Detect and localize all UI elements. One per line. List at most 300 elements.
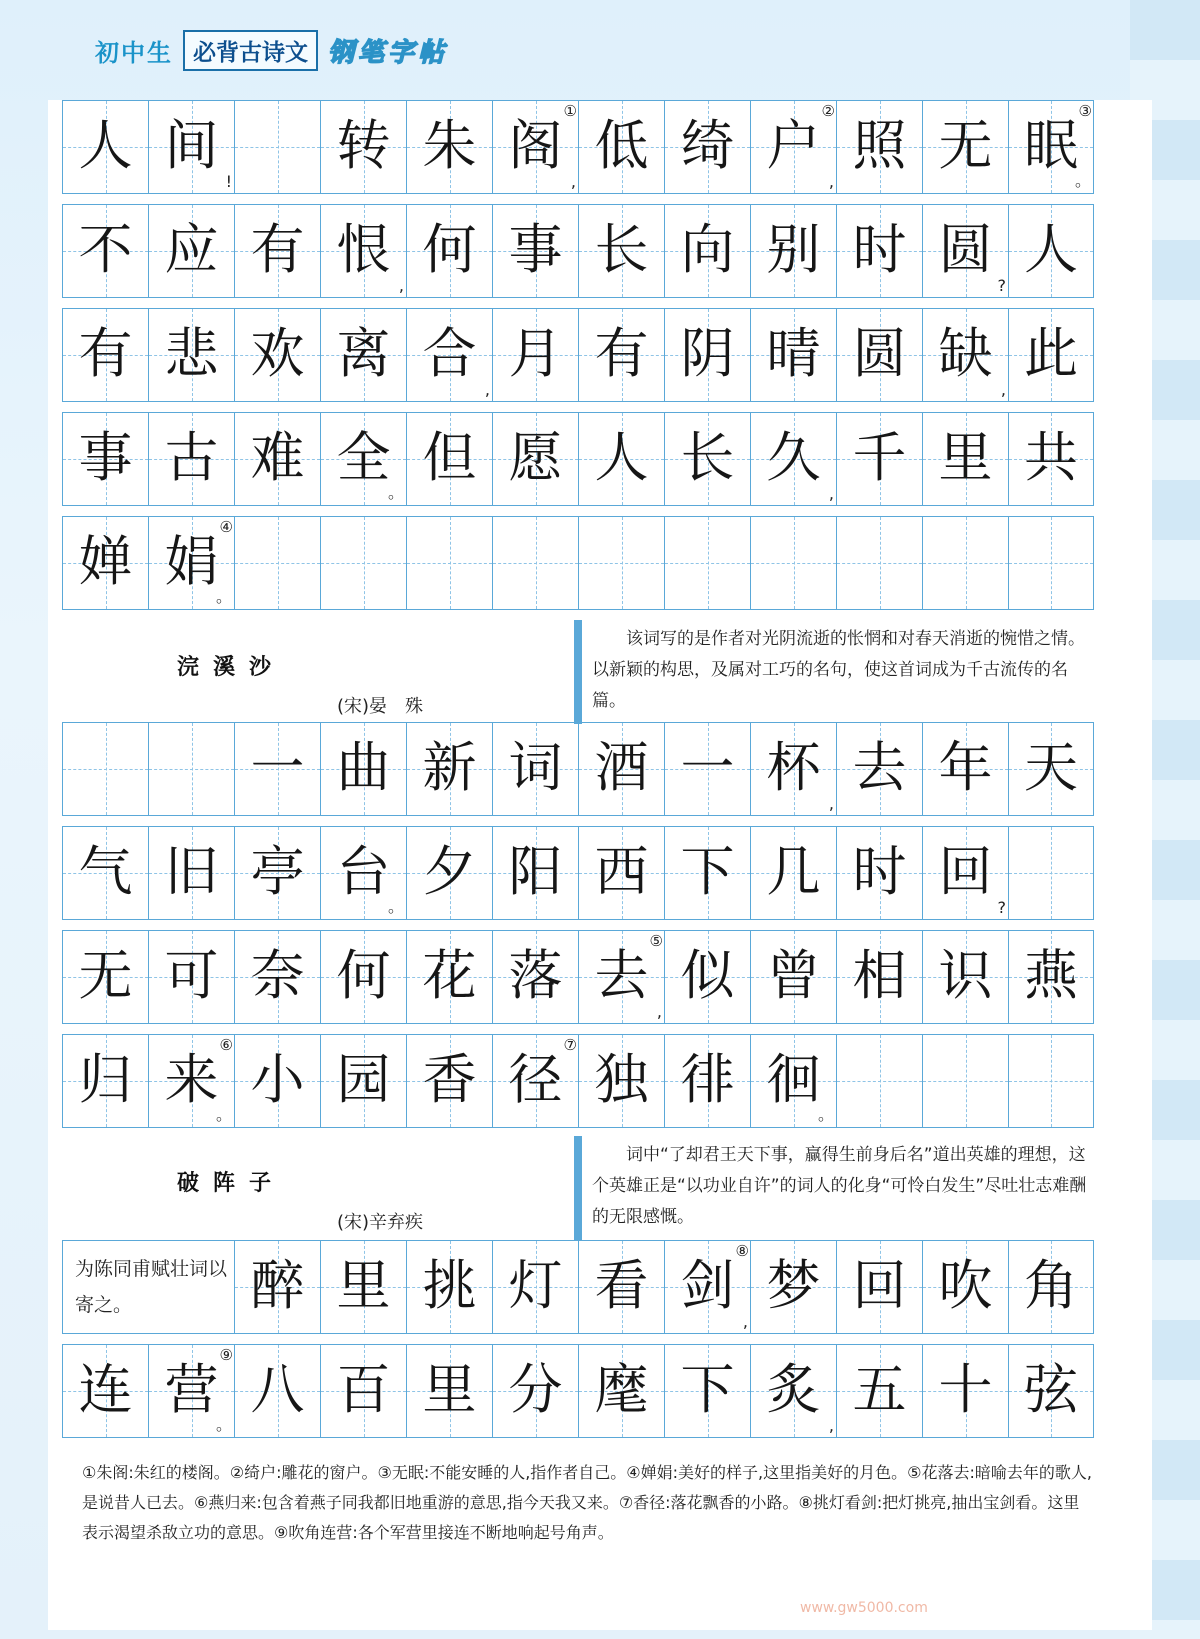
grid-cell <box>750 1345 836 1437</box>
grid-cell <box>836 101 922 193</box>
poem-title: 浣溪沙 <box>177 655 286 680</box>
character: 长 <box>680 426 735 489</box>
grid-cell <box>406 517 492 609</box>
grid-cell <box>664 931 750 1023</box>
grid-cell <box>492 517 578 609</box>
page-header <box>95 28 448 72</box>
character: 古 <box>164 426 219 489</box>
character: 去 <box>852 736 907 799</box>
grid-cell <box>62 723 148 815</box>
character: 阴 <box>680 322 735 385</box>
punctuation: 。 <box>387 897 404 916</box>
grid-cell <box>148 827 234 919</box>
grid-row <box>62 308 1094 402</box>
grid-cell <box>836 723 922 815</box>
punctuation: , <box>656 1002 662 1021</box>
watermark: www.gw5000.com <box>800 1600 928 1616</box>
grid-cell <box>750 827 836 919</box>
character: 事 <box>508 218 563 281</box>
character: 夕 <box>422 840 477 903</box>
character: 一 <box>250 736 305 799</box>
grid-cell <box>62 931 148 1023</box>
grid-cell <box>1008 827 1094 919</box>
character: 转 <box>336 114 391 177</box>
grid-cell <box>406 101 492 193</box>
character: 径 <box>508 1048 563 1111</box>
character: 有 <box>78 322 133 385</box>
character: 阁 <box>508 114 563 177</box>
character: 愿 <box>508 426 563 489</box>
grid-cell <box>750 101 836 193</box>
grid-cell <box>320 827 406 919</box>
character: 阳 <box>508 840 563 903</box>
grid-cell <box>320 931 406 1023</box>
character: 看 <box>594 1254 649 1317</box>
info-divider-bar <box>574 1136 582 1240</box>
grid-cell <box>578 1345 664 1437</box>
grid-cell <box>406 827 492 919</box>
character: 欢 <box>250 322 305 385</box>
grid-cell <box>234 1035 320 1127</box>
grid-row <box>62 412 1094 506</box>
grid-cell <box>320 413 406 505</box>
character: 分 <box>508 1358 563 1421</box>
poem-subtitle: 为陈同甫赋壮词以寄之。 <box>75 1258 228 1316</box>
grid-cell <box>664 101 750 193</box>
character: 五 <box>852 1358 907 1421</box>
grid-cell <box>836 1035 922 1127</box>
grid-cell <box>492 101 578 193</box>
character: 一 <box>680 736 735 799</box>
grid-row <box>62 930 1094 1024</box>
punctuation: , <box>828 484 834 503</box>
character: 挑 <box>422 1254 477 1317</box>
character: 人 <box>594 426 649 489</box>
character: 剑 <box>680 1254 735 1317</box>
grid-cell <box>922 723 1008 815</box>
grid-cell <box>320 1241 406 1333</box>
grid-cell <box>836 205 922 297</box>
character: 可 <box>164 944 219 1007</box>
grid-row <box>62 1034 1094 1128</box>
character: 回 <box>938 840 993 903</box>
grid-cell <box>922 1035 1008 1127</box>
grid-cell <box>1008 205 1094 297</box>
character: 应 <box>164 218 219 281</box>
grid-cell <box>492 1345 578 1437</box>
grid-cell <box>492 723 578 815</box>
character: 人 <box>1024 218 1078 281</box>
punctuation: , <box>828 172 834 191</box>
grid-cell <box>836 931 922 1023</box>
grid-cell <box>148 931 234 1023</box>
grid-cell <box>320 205 406 297</box>
poem-info-pozhenzi <box>62 1136 1094 1240</box>
grid-cell <box>1008 1035 1094 1127</box>
grid-cell <box>320 723 406 815</box>
character: 但 <box>422 426 477 489</box>
grid-cell <box>578 101 664 193</box>
grid-cell <box>664 205 750 297</box>
character: 此 <box>1024 322 1078 385</box>
grid-cell <box>234 517 320 609</box>
grid-cell <box>836 1241 922 1333</box>
grid-cell <box>922 205 1008 297</box>
grid-cell <box>664 1035 750 1127</box>
footnotes: ①朱阁:朱红的楼阁。②绮户:雕花的窗户。③无眠:不能安睡的人,指作者自己。④婵娟:美好的样子,这里指美好的月色。⑤花落去:暗喻去年的歌人,是说昔人已去。⑥燕归来:包含着燕子同我都旧地重游的意思,指今天我又来。⑦香径:落花飘香的小路。⑧挑灯看剑:把灯挑亮,抽出宝剑看。这里表示渴望杀敌立功的意思。⑨吹角连营:各个军营里接连不断地响起号角声。 <box>82 1463 1092 1542</box>
footnote-marker: ⑨ <box>219 1346 233 1364</box>
grid-cell <box>234 205 320 297</box>
grid-cell <box>664 1345 750 1437</box>
character: 有 <box>594 322 649 385</box>
grid-cell <box>406 413 492 505</box>
grid-cell <box>492 413 578 505</box>
grid-cell <box>406 931 492 1023</box>
character: 悲 <box>164 322 219 385</box>
character: 事 <box>78 426 133 489</box>
grid-cell <box>578 1035 664 1127</box>
character: 吹 <box>938 1254 993 1317</box>
header-brand-title: 钢笔字帖 <box>328 37 449 68</box>
grid-row <box>62 1344 1094 1438</box>
character: 醉 <box>250 1254 305 1317</box>
character: 无 <box>938 114 993 177</box>
character: 麾 <box>594 1358 649 1421</box>
character: 千 <box>852 426 907 489</box>
character: 圆 <box>852 322 907 385</box>
punctuation: 。 <box>1074 171 1091 190</box>
character: 台 <box>336 840 391 903</box>
character: 无 <box>78 944 133 1007</box>
grid-cell <box>922 1241 1008 1333</box>
grid-cell <box>234 723 320 815</box>
grid-cell <box>750 931 836 1023</box>
grid-cell <box>406 309 492 401</box>
character: 照 <box>852 114 907 177</box>
character: 共 <box>1024 426 1078 489</box>
grid-cell <box>148 413 234 505</box>
grid-cell <box>492 827 578 919</box>
grid-cell <box>62 101 148 193</box>
character: 相 <box>852 944 907 1007</box>
character: 炙 <box>766 1358 821 1421</box>
grid-row <box>62 100 1094 194</box>
grid-cell <box>922 827 1008 919</box>
grid-cell <box>406 723 492 815</box>
punctuation: , <box>742 1312 748 1331</box>
character: 娟 <box>164 530 219 593</box>
grid-cell <box>148 1345 234 1437</box>
character: 八 <box>250 1358 305 1421</box>
grid-cell <box>1008 931 1094 1023</box>
character: 久 <box>766 426 821 489</box>
character: 全 <box>336 426 391 489</box>
grid-cell <box>148 517 234 609</box>
character: 圆 <box>938 218 993 281</box>
grid-cell <box>62 309 148 401</box>
grid-cell <box>148 101 234 193</box>
grid-cell <box>578 205 664 297</box>
grid-cell <box>922 931 1008 1023</box>
character: 合 <box>422 322 477 385</box>
grid-cell <box>750 517 836 609</box>
character: 恨 <box>336 218 391 281</box>
grid-cell <box>406 1345 492 1437</box>
grid-row <box>62 1240 1094 1334</box>
character: 里 <box>938 426 993 489</box>
grid-cell <box>148 205 234 297</box>
grid-cell <box>492 1241 578 1333</box>
grid-cell <box>578 309 664 401</box>
character: 曲 <box>336 736 391 799</box>
character: 小 <box>250 1048 305 1111</box>
grid-cell <box>234 1241 320 1333</box>
grid-cell <box>492 931 578 1023</box>
character: 去 <box>594 944 649 1007</box>
character: 十 <box>938 1358 993 1421</box>
grid-cell <box>234 931 320 1023</box>
character: 新 <box>422 736 477 799</box>
punctuation: 。 <box>817 1105 834 1124</box>
character: 有 <box>250 218 305 281</box>
punctuation: , <box>1000 380 1006 399</box>
grid-cell <box>1008 1345 1094 1437</box>
grid-cell <box>750 205 836 297</box>
grid-cell <box>836 1345 922 1437</box>
character: 别 <box>766 218 821 281</box>
character: 花 <box>422 944 477 1007</box>
character: 月 <box>508 322 563 385</box>
character: 缺 <box>938 322 993 385</box>
character: 绮 <box>680 114 735 177</box>
grid-cell <box>320 1035 406 1127</box>
character: 杯 <box>766 736 821 799</box>
character: 连 <box>78 1358 133 1421</box>
grid-cell <box>1008 101 1094 193</box>
character: 香 <box>422 1048 477 1111</box>
character: 落 <box>508 944 563 1007</box>
character: 长 <box>594 218 649 281</box>
grid-cell <box>234 309 320 401</box>
footnote-marker: ① <box>563 102 577 120</box>
grid-cell <box>406 1035 492 1127</box>
grid-cell <box>320 101 406 193</box>
grid-cell <box>750 1035 836 1127</box>
character: 间 <box>164 114 219 177</box>
grid-cell <box>578 1241 664 1333</box>
character: 何 <box>336 944 391 1007</box>
character: 燕 <box>1024 944 1078 1007</box>
grid-cell <box>578 931 664 1023</box>
punctuation: ? <box>997 898 1006 917</box>
grid-cell <box>406 1241 492 1333</box>
header-brand-grade: 初中生 <box>95 38 173 67</box>
character: 眠 <box>1024 114 1078 177</box>
grid-cell <box>836 517 922 609</box>
character: 来 <box>164 1048 219 1111</box>
punctuation: 。 <box>215 1105 232 1124</box>
grid-cell <box>1008 1241 1094 1333</box>
footnote-marker: ③ <box>1078 102 1092 120</box>
grid-cell <box>750 723 836 815</box>
character: 低 <box>594 114 649 177</box>
grid-cell <box>234 101 320 193</box>
grid-cell <box>578 517 664 609</box>
character: 奈 <box>250 944 305 1007</box>
character: 人 <box>78 114 133 177</box>
grid-cell <box>578 723 664 815</box>
character: 里 <box>336 1254 391 1317</box>
grid-row <box>62 826 1094 920</box>
footnote-marker: ② <box>821 102 835 120</box>
footnote-marker: ⑤ <box>649 932 663 950</box>
grid-cell <box>664 309 750 401</box>
character: 营 <box>164 1358 219 1421</box>
grid-cell <box>62 413 148 505</box>
poem-title: 破阵子 <box>177 1171 286 1196</box>
punctuation: , <box>828 794 834 813</box>
footnote-marker: ⑥ <box>219 1036 233 1054</box>
grid-row <box>62 204 1094 298</box>
punctuation: ! <box>225 172 232 191</box>
grid-cell <box>492 1035 578 1127</box>
character: 婵 <box>78 530 133 593</box>
grid-cell <box>148 309 234 401</box>
grid-cell <box>922 101 1008 193</box>
grid-cell <box>750 413 836 505</box>
punctuation: , <box>484 380 490 399</box>
grid-cell <box>492 205 578 297</box>
punctuation: 。 <box>387 483 404 502</box>
character: 独 <box>594 1048 649 1111</box>
grid-cell <box>922 413 1008 505</box>
punctuation: ? <box>997 276 1006 295</box>
grid-cell <box>148 1035 234 1127</box>
punctuation: 。 <box>215 1415 232 1434</box>
poem-intro: 该词写的是作者对光阴流逝的怅惘和对春天消逝的惋惜之情。以新颖的构思，及属对工巧的名句，使这首词成为千古流传的名篇。 <box>592 629 1085 711</box>
character: 园 <box>336 1048 391 1111</box>
grid-row <box>62 516 1094 610</box>
character: 酒 <box>594 736 649 799</box>
punctuation: , <box>570 172 576 191</box>
character: 晴 <box>766 322 821 385</box>
grid-cell <box>1008 723 1094 815</box>
character: 旧 <box>164 840 219 903</box>
character: 户 <box>766 114 821 177</box>
character: 回 <box>852 1254 907 1317</box>
character: 天 <box>1024 736 1078 799</box>
grid-cell <box>62 1035 148 1127</box>
character: 里 <box>422 1358 477 1421</box>
character: 徘 <box>680 1048 735 1111</box>
footnote-marker: ⑦ <box>563 1036 577 1054</box>
character: 不 <box>78 218 133 281</box>
character: 下 <box>680 840 735 903</box>
grid-cell <box>922 1345 1008 1437</box>
character: 识 <box>938 944 993 1007</box>
grid-cell <box>750 1241 836 1333</box>
grid-cell <box>62 1345 148 1437</box>
character: 几 <box>766 840 821 903</box>
footnote-marker: ⑧ <box>735 1242 749 1260</box>
character: 年 <box>938 736 993 799</box>
poem-intro: 词中“了却君王天下事，赢得生前身后名”道出英雄的理想，这个英雄正是“以功业自许”的词人的化身“可怜白发生”尽吐壮志难酬的无限感慨。 <box>592 1145 1087 1227</box>
grid-cell <box>664 827 750 919</box>
grid-cell <box>836 827 922 919</box>
character: 徊 <box>766 1048 821 1111</box>
character: 角 <box>1024 1254 1078 1317</box>
grid-cell <box>922 309 1008 401</box>
grid-cell <box>664 413 750 505</box>
info-divider-bar <box>574 620 582 724</box>
grid-cell <box>62 827 148 919</box>
grid-cell <box>320 309 406 401</box>
grid-cell <box>578 827 664 919</box>
character: 离 <box>336 322 391 385</box>
poem-subtitle-cell <box>62 1241 234 1333</box>
character: 曾 <box>766 944 821 1007</box>
grid-cell <box>234 827 320 919</box>
character: 朱 <box>422 114 477 177</box>
character: 难 <box>250 426 305 489</box>
character: 梦 <box>766 1254 821 1317</box>
grid-cell <box>234 1345 320 1437</box>
character: 时 <box>852 840 907 903</box>
character: 亭 <box>250 840 305 903</box>
grid-cell <box>664 723 750 815</box>
grid-cell <box>492 309 578 401</box>
character: 何 <box>422 218 477 281</box>
punctuation: , <box>398 276 404 295</box>
grid-cell <box>750 309 836 401</box>
poem-author: (宋)晏 殊 <box>337 696 424 717</box>
character: 时 <box>852 218 907 281</box>
poem-info-huanxisha <box>62 620 1094 724</box>
character: 向 <box>680 218 735 281</box>
character: 灯 <box>508 1254 563 1317</box>
grid-cell <box>62 205 148 297</box>
character: 归 <box>78 1048 133 1111</box>
grid-cell <box>406 205 492 297</box>
grid-cell <box>148 723 234 815</box>
punctuation: , <box>828 1416 834 1435</box>
punctuation: 。 <box>215 587 232 606</box>
character: 似 <box>680 944 735 1007</box>
poem-author: (宋)辛弃疾 <box>337 1212 424 1233</box>
character: 词 <box>508 736 563 799</box>
grid-cell <box>320 517 406 609</box>
grid-cell <box>1008 517 1094 609</box>
grid-row <box>62 722 1094 816</box>
character: 百 <box>336 1358 391 1421</box>
grid-cell <box>320 1345 406 1437</box>
grid-cell <box>234 413 320 505</box>
grid-cell <box>664 517 750 609</box>
grid-cell <box>62 517 148 609</box>
character: 弦 <box>1024 1358 1078 1421</box>
grid-cell <box>664 1241 750 1333</box>
grid-cell <box>836 309 922 401</box>
grid-cell <box>1008 413 1094 505</box>
grid-cell <box>578 413 664 505</box>
character: 气 <box>78 840 133 903</box>
footnote-marker: ④ <box>219 518 233 536</box>
grid-cell <box>836 413 922 505</box>
header-brand-series: 必背古诗文 <box>183 30 318 71</box>
character: 西 <box>594 840 649 903</box>
character: 下 <box>680 1358 735 1421</box>
grid-cell <box>1008 309 1094 401</box>
